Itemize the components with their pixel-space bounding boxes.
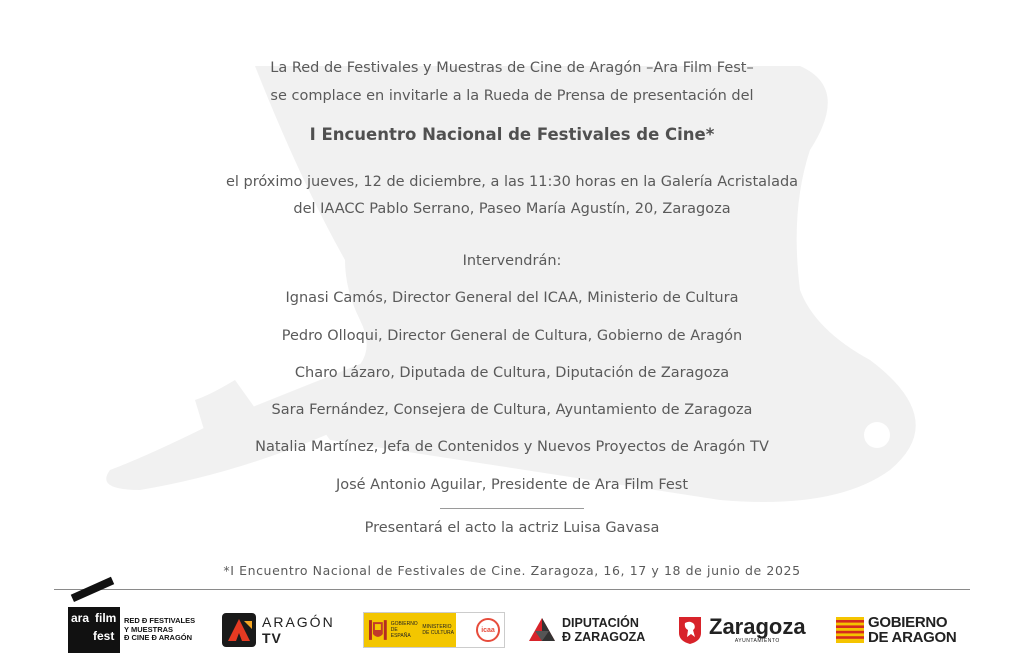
aragon-tv-mark-icon xyxy=(222,613,256,647)
speaker-item: Sara Fernández, Consejera de Cultura, Ayuntamiento de Zaragoza xyxy=(271,402,753,418)
icaa-badge: icaa xyxy=(476,618,500,642)
logo-subtitle-line: Ð CINE Ð ARAGÓN xyxy=(124,633,193,643)
coat-of-arms-icon xyxy=(368,618,388,642)
speaker-item: Charo Lázaro, Diputada de Cultura, Diputación de Zaragoza xyxy=(294,365,730,381)
zaragoza-name: Zaragoza xyxy=(709,614,806,639)
diputacion-line-2: Ð ZARAGOZA xyxy=(562,630,646,644)
gobierno-aragon-logo xyxy=(836,600,956,660)
ministerio-text: MINISTERIO DE CULTURA xyxy=(422,624,454,636)
footer-rule xyxy=(54,589,970,590)
speaker-item: Ignasi Camós, Director General del ICAA, Ministerio de Cultura xyxy=(285,290,739,306)
details-line-2: del IAACC Pablo Serrano, Paseo María Agustín, 20, Zaragoza xyxy=(293,201,731,217)
logo-subtitle-line: RED Ð FESTIVALES xyxy=(124,616,196,626)
diputacion-logo xyxy=(527,600,645,660)
triangle-mark-icon xyxy=(527,615,557,645)
lion-shield-icon xyxy=(677,615,703,645)
logo-word: ara xyxy=(71,611,90,625)
ara-film-fest-subtitle xyxy=(124,617,195,643)
gobierno-aragon-line-1: GOBIERNO xyxy=(868,614,948,631)
logo-subtitle-line: Y MUESTRAS xyxy=(124,624,174,634)
ara-film-fest-logo xyxy=(68,600,195,660)
footnote: *I Encuentro Nacional de Festivales de Cine. Zaragoza, 16, 17 y 18 de junio de 2025 xyxy=(223,563,801,578)
logo-word: film xyxy=(95,611,117,625)
gobierno-text: GOBIERNO DE ESPAÑA xyxy=(390,621,418,639)
divider xyxy=(440,508,584,509)
aragon-tv-line-2: TV xyxy=(262,630,282,646)
aragon-tv-logo xyxy=(222,600,335,660)
zaragoza-sub: AYUNTAMIENTO xyxy=(734,638,780,644)
speaker-item: Natalia Martínez, Jefa de Contenidos y Nuevos Proyectos de Aragón TV xyxy=(255,439,769,455)
intro-line-2: se complace en invitarle a la Rueda de Prensa de presentación del xyxy=(270,88,754,104)
details-line-1: el próximo jueves, 12 de diciembre, a las 11:30 horas en la Galería Acristalada xyxy=(225,174,799,190)
gobierno-aragon-line-2: DE ARAGON xyxy=(868,629,957,646)
ara-film-fest-mark xyxy=(68,607,120,653)
intro-line-1: La Red de Festivales y Muestras de Cine de Aragón –Ara Film Fest– xyxy=(270,60,754,76)
aragon-tv-line-1: ARAGÓN xyxy=(262,614,335,630)
gobierno-espana-logo xyxy=(363,600,505,660)
aragon-flag-icon xyxy=(836,617,864,643)
speaker-item: Pedro Olloqui, Director General de Cultura, Gobierno de Aragón xyxy=(281,328,743,344)
logo-word: fest xyxy=(93,629,115,643)
event-title: I Encuentro Nacional de Festivales de Cine* xyxy=(309,125,715,144)
speakers-heading: Intervendrán: xyxy=(462,253,562,269)
speaker-item: José Antonio Aguilar, Presidente de Ara Film Fest xyxy=(335,477,689,493)
zaragoza-logo xyxy=(677,600,806,660)
diputacion-line-1: DIPUTACIÓN xyxy=(562,616,639,630)
presenter-line: Presentará el acto la actriz Luisa Gavasa xyxy=(364,520,660,536)
